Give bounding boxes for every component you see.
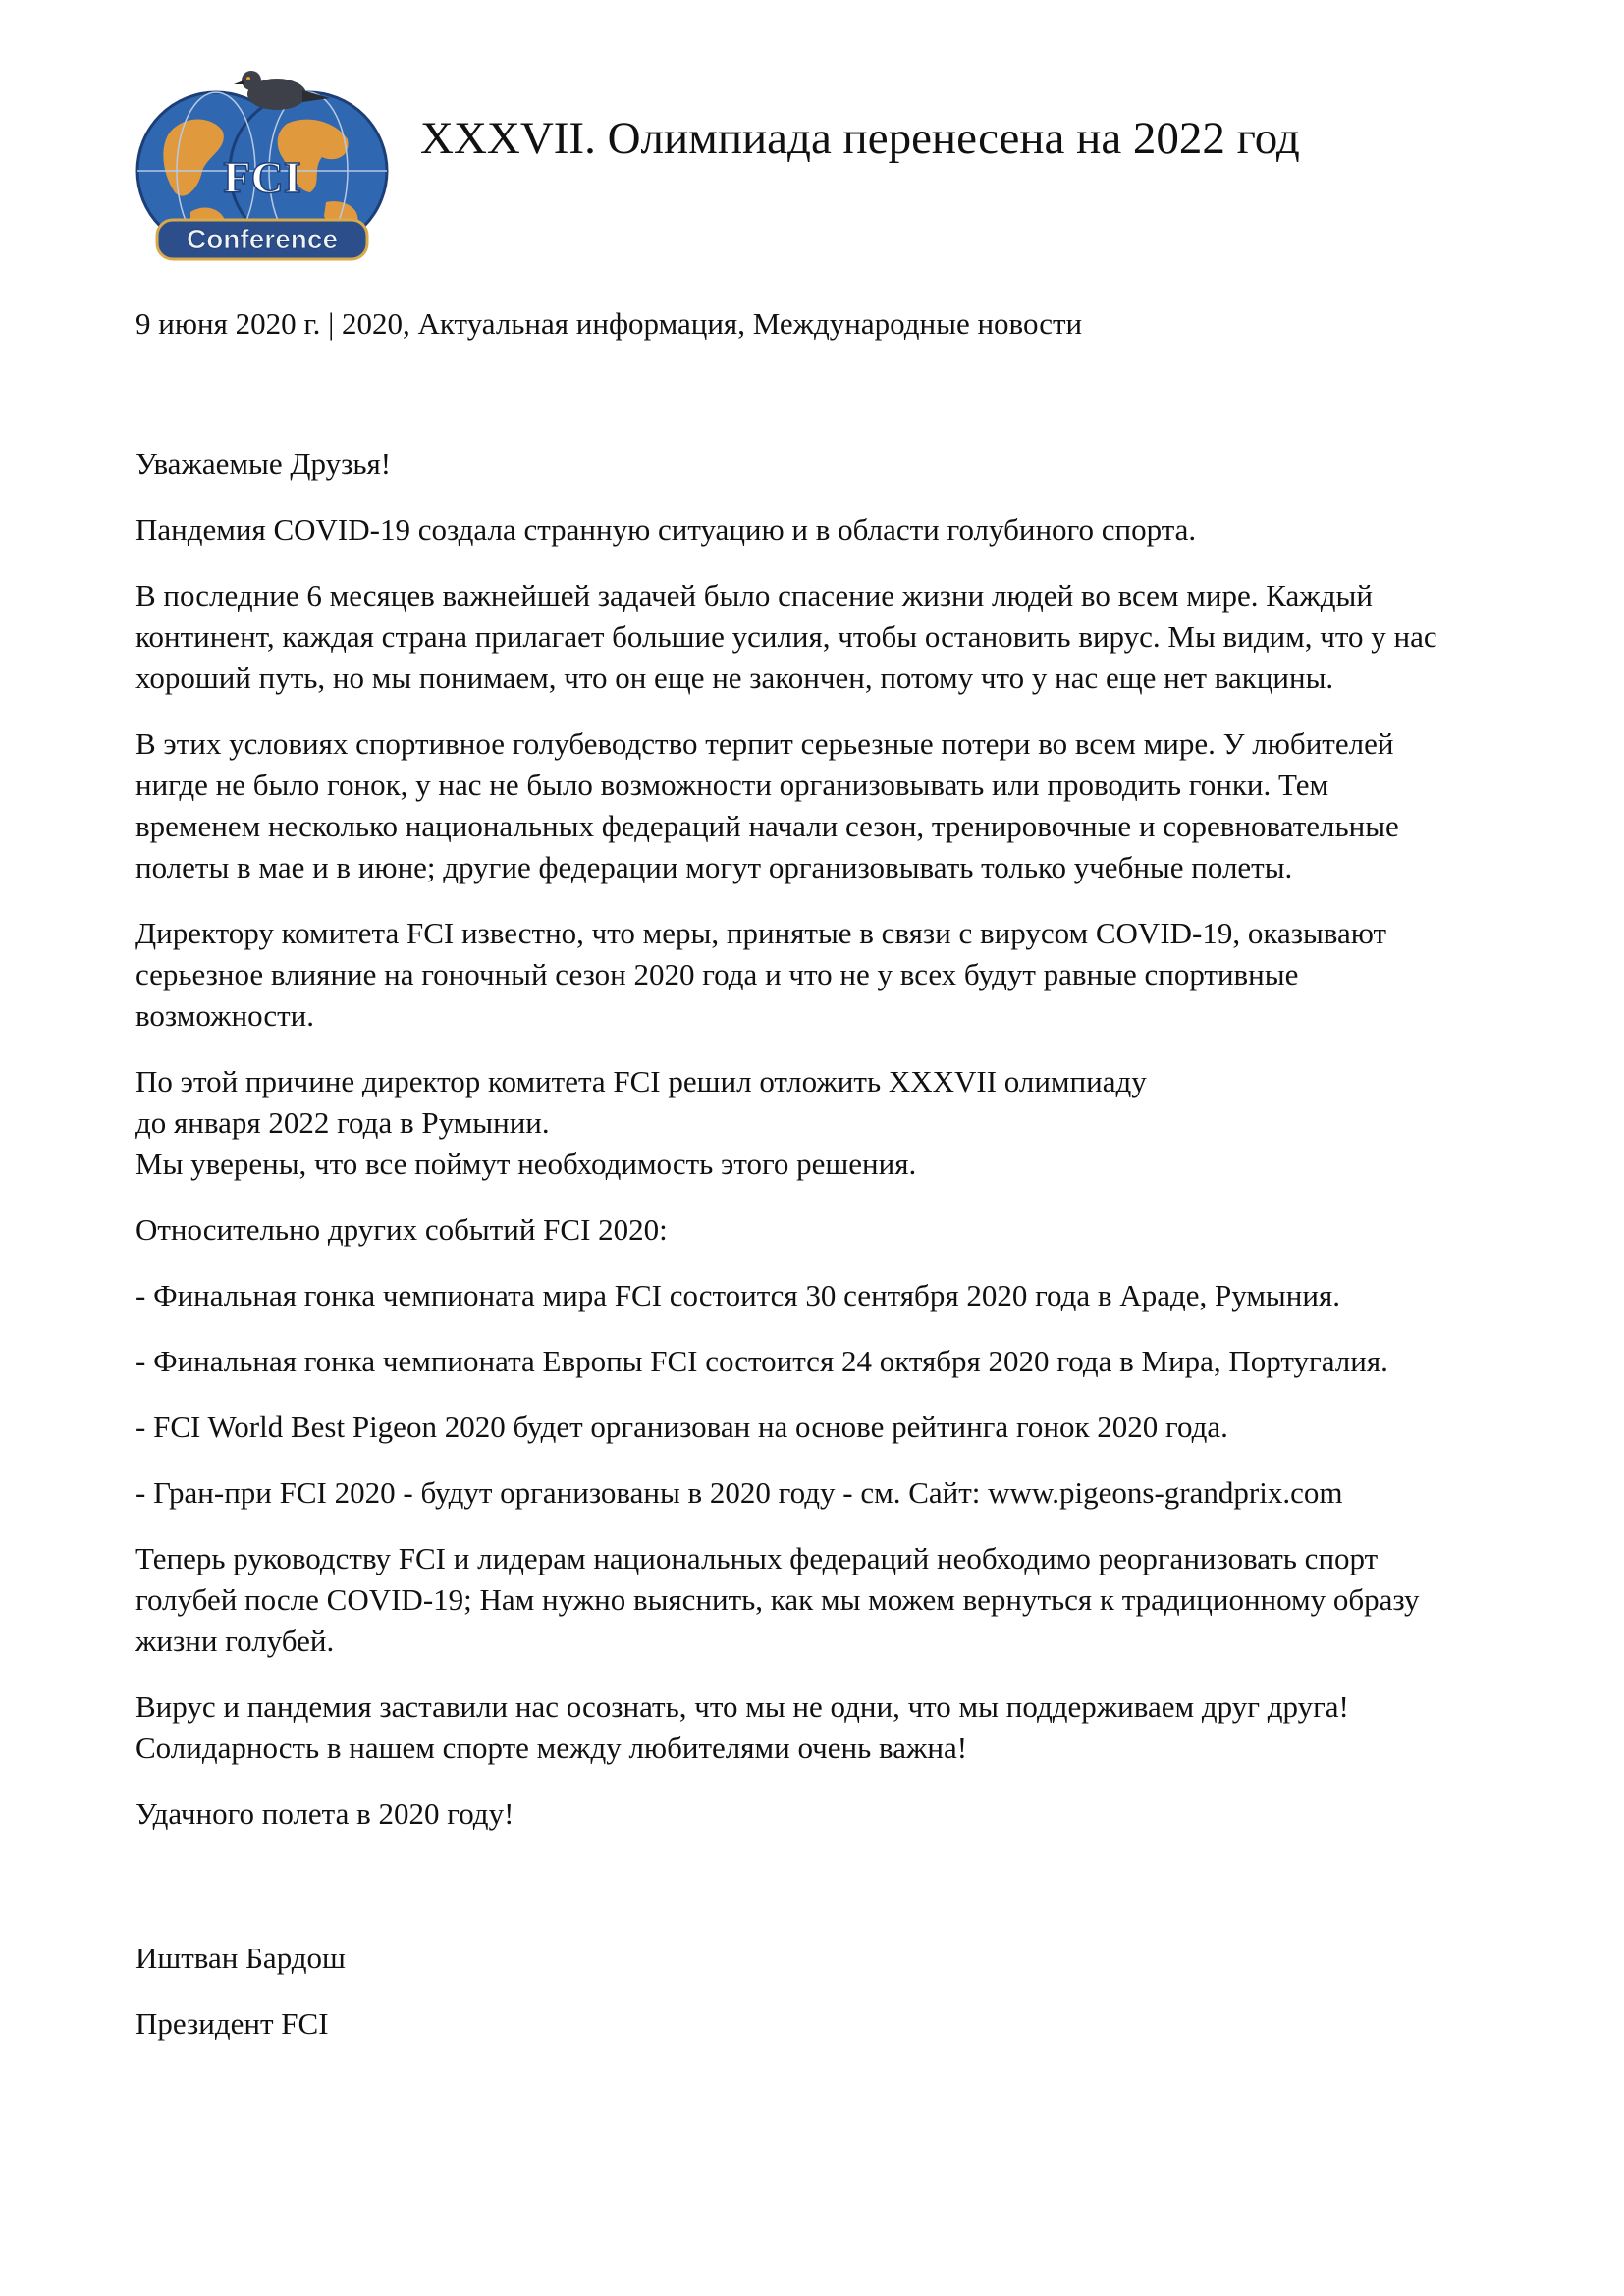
paragraph-intro: Пандемия COVID-19 создала странную ситуацию и в области голубиного спорта. xyxy=(135,512,1197,547)
greeting: Уважаемые Друзья! xyxy=(135,447,392,481)
paragraph-committee: Директору комитета FCI известно, что меры, принятые в связи с вирусом COVID-19, оказывают серьезное влияние на гоночный сезон 2020 года и что не у всех будут равные спортивные возможности. xyxy=(135,916,1387,1033)
paragraph-decision: По этой причине директор комитета FCI решил отложить XXXVII олимпиаду до января 2022 года в Румынии. Мы уверены, что все поймут необходимость этого решения. xyxy=(135,1064,1147,1181)
signature-name: Иштван Бардош xyxy=(135,1941,346,1975)
post-meta: 9 июня 2020 г. | 2020, Актуальная информация, Международные новости xyxy=(135,306,1083,341)
list-item: - Финальная гонка чемпионата мира FCI состоится 30 сентября 2020 года в Араде, Румыния. xyxy=(135,1278,1340,1312)
list-item: - Финальная гонка чемпионата Европы FCI состоится 24 октября 2020 года в Мира, Португалия. xyxy=(135,1344,1388,1378)
logo-monogram: FCI xyxy=(223,152,301,202)
paragraph-reorganize: Теперь руководству FCI и лидерам национальных федераций необходимо реорганизовать спорт голубей после COVID-19; Нам нужно выяснить, как мы можем вернуться к традиционному образу жизни голубей. xyxy=(135,1541,1420,1658)
paragraph-other-events: Относительно других событий FCI 2020: xyxy=(135,1212,668,1247)
fci-conference-globe-pigeon-icon xyxy=(130,55,395,263)
list-item: - Гран-при FCI 2020 - будут организованы в 2020 году - см. Сайт: www.pigeons-grandprix.com xyxy=(135,1475,1343,1510)
paragraph-conditions: В этих условиях спортивное голубеводство терпит серьезные потери во всем мире. У любителей нигде не было гонок, у нас не было возможности организовывать или проводить гонки. Тем временем несколько национальных федераций начали сезон, тренировочные и соревновательные полеты в мае и в июне; другие федерации могут организовывать только учебные полеты. xyxy=(135,726,1399,884)
list-item: - FCI World Best Pigeon 2020 будет организован на основе рейтинга гонок 2020 года. xyxy=(135,1410,1228,1444)
letter-body xyxy=(135,444,1549,2069)
signature-title: Президент FCI xyxy=(135,2006,329,2041)
logo-caption: Conference xyxy=(186,224,339,254)
page-title: XXXVII. Олимпиада перенесена на 2022 год xyxy=(420,113,1300,164)
paragraph-priority: В последние 6 месяцев важнейшей задачей было спасение жизни людей во всем мире. Каждый континент, каждая страна прилагает большие усилия, чтобы остановить вирус. Мы видим, что у нас хороший путь, но мы понимаем, что он еще не закончен, потому что у нас еще нет вакцины. xyxy=(135,578,1437,695)
paragraph-solidarity: Вирус и пандемия заставили нас осознать, что мы не одни, что мы поддерживаем друг друга! Солидарность в нашем спорте между любителями очень важна! xyxy=(135,1689,1349,1765)
closing-line: Удачного полета в 2020 году! xyxy=(135,1796,514,1831)
fci-conference-logo xyxy=(130,55,395,263)
